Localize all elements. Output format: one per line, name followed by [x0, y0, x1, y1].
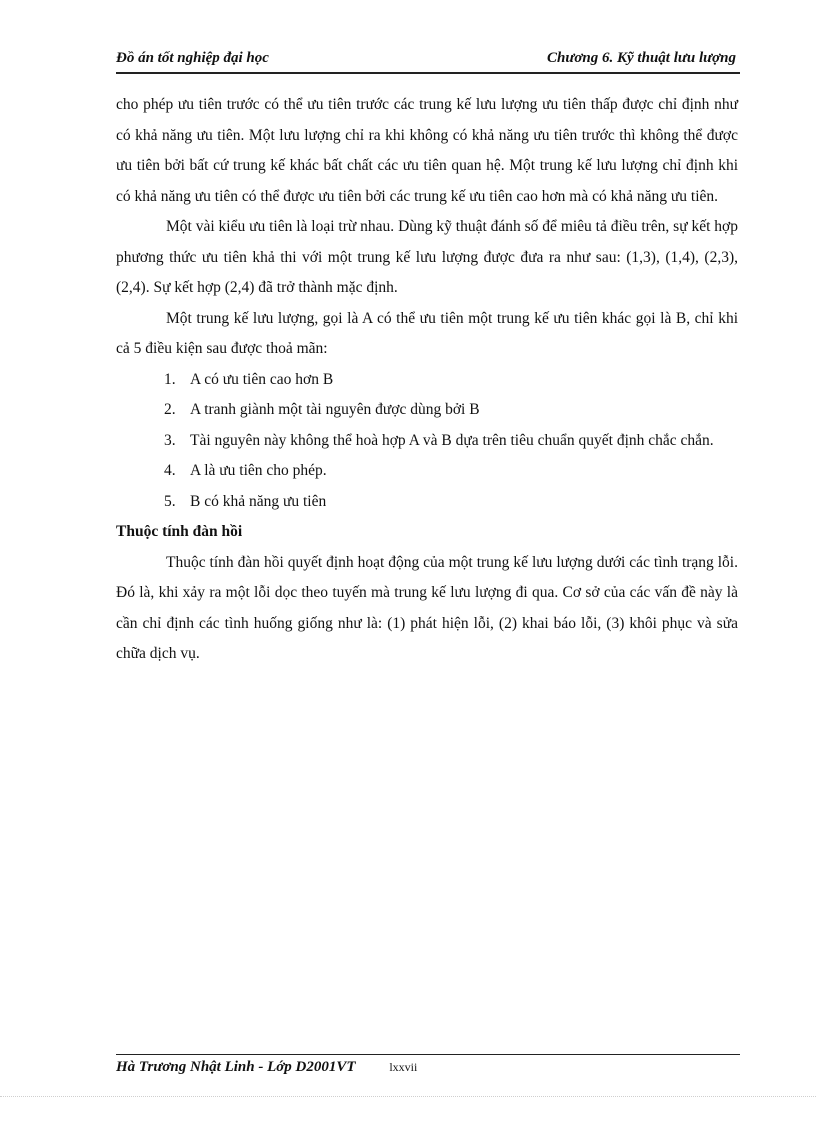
paragraph-3: Một trung kế lưu lượng, gọi là A có thể ưu tiên một trung kế ưu tiên khác gọi là B, chỉ khi cả 5 điều kiện sau được thoả mãn: — [116, 309, 738, 357]
paragraph-4: Thuộc tính đàn hồi quyết định hoạt động của một trung kế lưu lượng dưới các tình trạng lỗi. Đó là, khi xảy ra một lỗi dọc theo tuyến mà trung kế lưu lượng đi qua. Cơ sở của các vấn đề này là cần chỉ định các tình huống giống như là: (1) phát hiện lỗi, (2) khai báo lỗi, (3) khôi phục và sửa chữa dịch vụ. — [116, 553, 738, 662]
list-item-number: 2. — [164, 401, 176, 418]
page-boundary-divider — [0, 1096, 816, 1097]
list-item-number: 1. — [164, 370, 176, 388]
page-footer — [116, 1054, 740, 1076]
header-document-title: Đồ án tốt nghiệp đại học — [116, 50, 269, 66]
list-item-text: Tài nguyên này không thể hoà hợp A và B dựa trên tiêu chuẩn quyết định chắc chắn. — [190, 431, 714, 449]
page-content — [116, 90, 738, 670]
list-item — [116, 487, 738, 518]
list-item — [116, 426, 738, 457]
list-item-text: B có khả năng ưu tiên — [190, 492, 327, 510]
list-item-number: 4. — [164, 462, 176, 479]
section-heading: Thuộc tính đàn hồi — [116, 523, 243, 540]
list-item-number: 3. — [164, 431, 176, 449]
footer-author: Hà Trương Nhật Linh - Lớp D2001VT — [116, 1059, 356, 1075]
list-item-text: A tranh giành một tài nguyên được dùng bởi B — [190, 401, 480, 418]
paragraph-2: Một vài kiểu ưu tiên là loại trừ nhau. Dùng kỹ thuật đánh số để miêu tả điều trên, sự kết hợp phương thức ưu tiên khả thi với một trung kế lưu lượng được đưa ra như sau: (1,3), (1,4), (2,3), (2,4). Sự kết hợp (2,4) đã trở thành mặc định. — [116, 218, 738, 296]
list-item-text: A là ưu tiên cho phép. — [190, 462, 327, 479]
list-item-text: A có ưu tiên cao hơn B — [190, 370, 334, 388]
list-item — [116, 456, 738, 487]
paragraph-1: cho phép ưu tiên trước có thể ưu tiên trước các trung kế lưu lượng ưu tiên thấp được chỉ định như có khả năng ưu tiên. Một lưu lượng chỉ ra khi không có khả năng ưu tiên trước thì không thể được ưu tiên bởi bất cứ trung kế khác bất chất các ưu tiên quan hệ. Một trung kế lưu lượng chỉ định khi có khả năng ưu tiên có thể được ưu tiên bởi các trung kế ưu tiên cao hơn mà có khả năng ưu tiên. — [116, 96, 738, 205]
list-item-number: 5. — [164, 492, 176, 510]
conditions-list — [116, 365, 738, 518]
page-header — [116, 48, 740, 74]
list-item — [116, 395, 738, 426]
list-item — [116, 365, 738, 396]
header-chapter-title: Chương 6. Kỹ thuật lưu lượng — [547, 50, 736, 66]
page-number: lxxvii — [389, 1060, 418, 1074]
